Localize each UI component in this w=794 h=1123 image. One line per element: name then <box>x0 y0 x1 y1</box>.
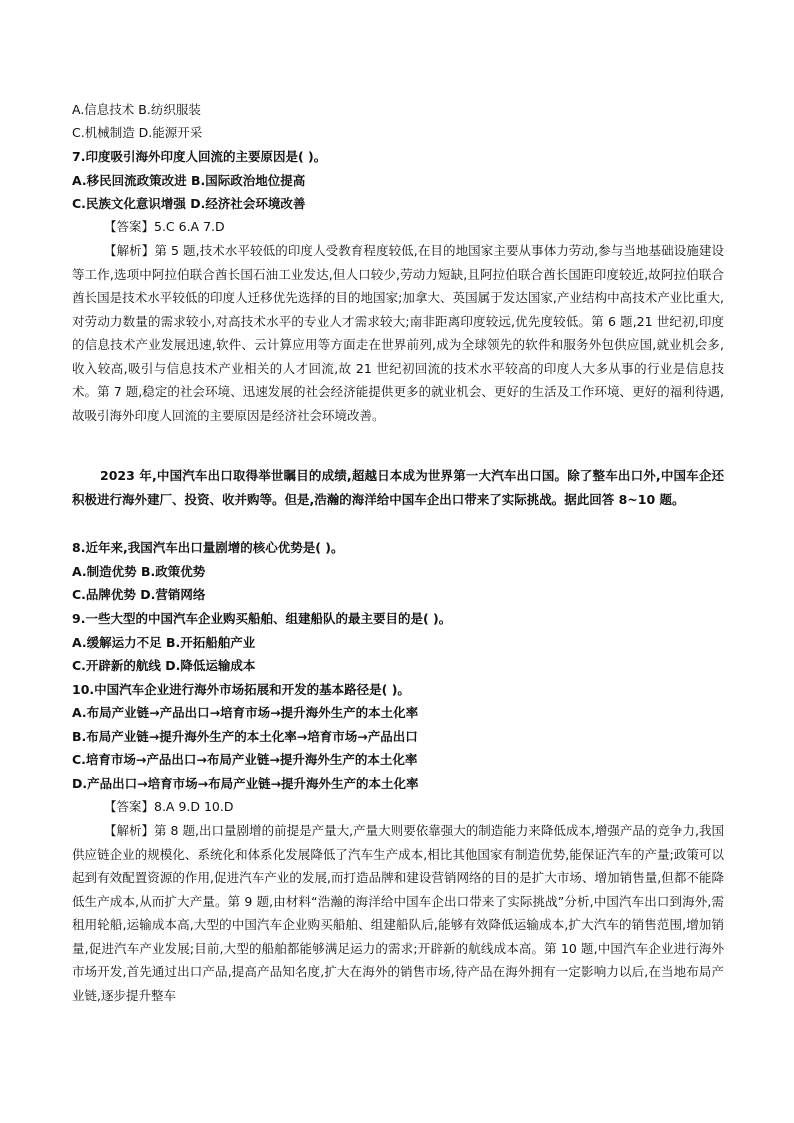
q4-options-line2: C.机械制造 D.能源开采 <box>72 125 203 140</box>
q10-stem: 10.中国汽车企业进行海外市场拓展和开发的基本路径是( )。 <box>72 682 410 697</box>
q10-option-b: B.布局产业链→提升海外生产的本土化率→培育市场→产品出口 <box>72 729 418 744</box>
q7-options-line2: C.民族文化意识增强 D.经济社会环境改善 <box>72 196 306 211</box>
material-intro: 2023 年,中国汽车出口取得举世瞩目的成绩,超越日本成为世界第一大汽车出口国。除了整车出口外,中国车企还积极进行海外建厂、投资、收并购等。但是,浩瀚的海洋给中国车企出口带来了实际挑战。据此回答 8~10 题。 <box>72 468 724 507</box>
q8-options-line1: A.制造优势 B.政策优势 <box>72 564 206 579</box>
q7-stem: 7.印度吸引海外印度人回流的主要原因是( )。 <box>72 149 327 164</box>
q9-stem: 9.一些大型的中国汽车企业购买船舶、组建船队的最主要目的是( )。 <box>72 611 452 626</box>
q4-options-line1: A.信息技术 B.纺织服装 <box>72 102 201 117</box>
q10-option-d: D.产品出口→培育市场→布局产业链→提升海外生产的本土化率 <box>72 776 419 791</box>
q9-options-line2: C.开辟新的航线 D.降低运输成本 <box>72 658 256 673</box>
analysis-5-7: 【解析】第 5 题,技术水平较低的印度人受教育程度较低,在目的地国家主要从事体力劳动,参与当地基础设施建设等工作,选项中阿拉伯联合酋长国石油工业发达,但人口较少,劳动力短缺,且阿拉伯联合酋长国距印度较近,故阿拉伯联合酋长国是技术水平较低的印度人迁移优先选择的目的地国家;加拿大、英国属于发达国家,产业结构中高技术产业比重大,对劳动力数量的需求较小,对高技术水平的专业人才需求较大;南非距离印度较远,优先度较低。第 6 题,21 世纪初,印度的信息技术产业发展迅速,软件、云计算应用等方面走在世界前列,成为全球领先的软件和服务外包供应国,就业机会多,收入较高,吸引与信息技术产业相关的人才回流,故 21 世纪初回流的技术水平较高的印度人大多从事的行业是信息技术。第 7 题,稳定的社会环境、迅速发展的社会经济能提供更多的就业机会、更好的生活及工作环境、更好的福利待遇,故吸引海外印度人回流的主要原因是经济社会环境改善。 <box>72 243 724 423</box>
q7-options-line1: A.移民回流政策改进 B.国际政治地位提高 <box>72 173 306 188</box>
analysis-8-10: 【解析】第 8 题,出口量剧增的前提是产量大,产量大则要依靠强大的制造能力来降低成本,增强产品的竞争力,我国供应链企业的规模化、系统化和体系化发展降低了汽车生产成本,相比其他国家有制造优势,能保证汽车的产量;政策可以起到有效配置资源的作用,促进汽车产业的发展,而打造品牌和建设营销网络的目的是扩大市场、增加销售量,但都不能降低生产成本,从而扩大产量。第 9 题,由材料“浩瀚的海洋给中国车企出口带来了实际挑战”分析,中国汽车出口到海外,需租用轮船,运输成本高,大型的中国汽车企业购买船舶、组建船队后,能够有效降低运输成本,扩大汽车的销售范围,增加销量,促进汽车产业发展;目前,大型的船舶都能够满足运力的需求;开辟新的航线成本高。第 10 题,中国汽车企业进行海外市场开发,首先通过出口产品,提高产品知名度,扩大在海外的销售市场,待产品在海外拥有一定影响力以后,在当地布局产业链,逐步提升整车 <box>72 823 724 1003</box>
q8-options-line2: C.品牌优势 D.营销网络 <box>72 587 206 602</box>
q8-stem: 8.近年来,我国汽车出口量剧增的核心优势是( )。 <box>72 540 344 555</box>
q9-options-line1: A.缓解运力不足 B.开拓船舶产业 <box>72 635 256 650</box>
answer-8-10: 【答案】8.A 9.D 10.D <box>104 799 234 814</box>
answer-5-7: 【答案】5.C 6.A 7.D <box>104 219 225 234</box>
q10-option-c: C.培育市场→产品出口→布局产业链→提升海外生产的本土化率 <box>72 752 418 767</box>
q10-option-a: A.布局产业链→产品出口→培育市场→提升海外生产的本土化率 <box>72 705 419 720</box>
